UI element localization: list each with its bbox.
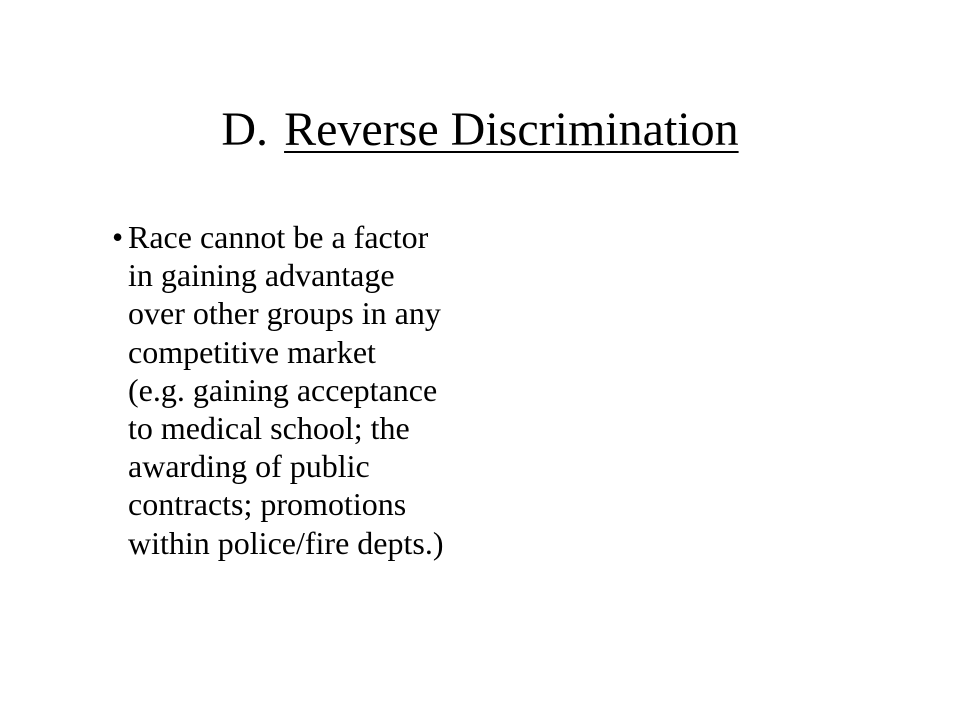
- bullet-marker: •: [112, 219, 124, 255]
- bullet-line: within police/fire depts.): [128, 524, 444, 561]
- bullet-list: [112, 218, 532, 562]
- bullet-line: to medical school; the: [128, 410, 410, 447]
- bullet-line: awarding of public: [128, 448, 370, 485]
- slide-title: [0, 98, 960, 162]
- bullet-line: in gaining advantage: [128, 257, 395, 294]
- bullet-line: competitive market: [128, 333, 376, 370]
- title-prefix: D.: [221, 103, 269, 156]
- bullet-line: (e.g. gaining acceptance: [128, 371, 438, 408]
- bullet-line: contracts; promotions: [128, 486, 407, 523]
- bullet-line: Race cannot be a factor: [128, 219, 429, 255]
- bullet-item: [112, 218, 532, 562]
- bullet-line: over other groups in any: [128, 295, 441, 332]
- bullet-text: [128, 218, 532, 562]
- title-text: Reverse Discrimination: [284, 103, 739, 156]
